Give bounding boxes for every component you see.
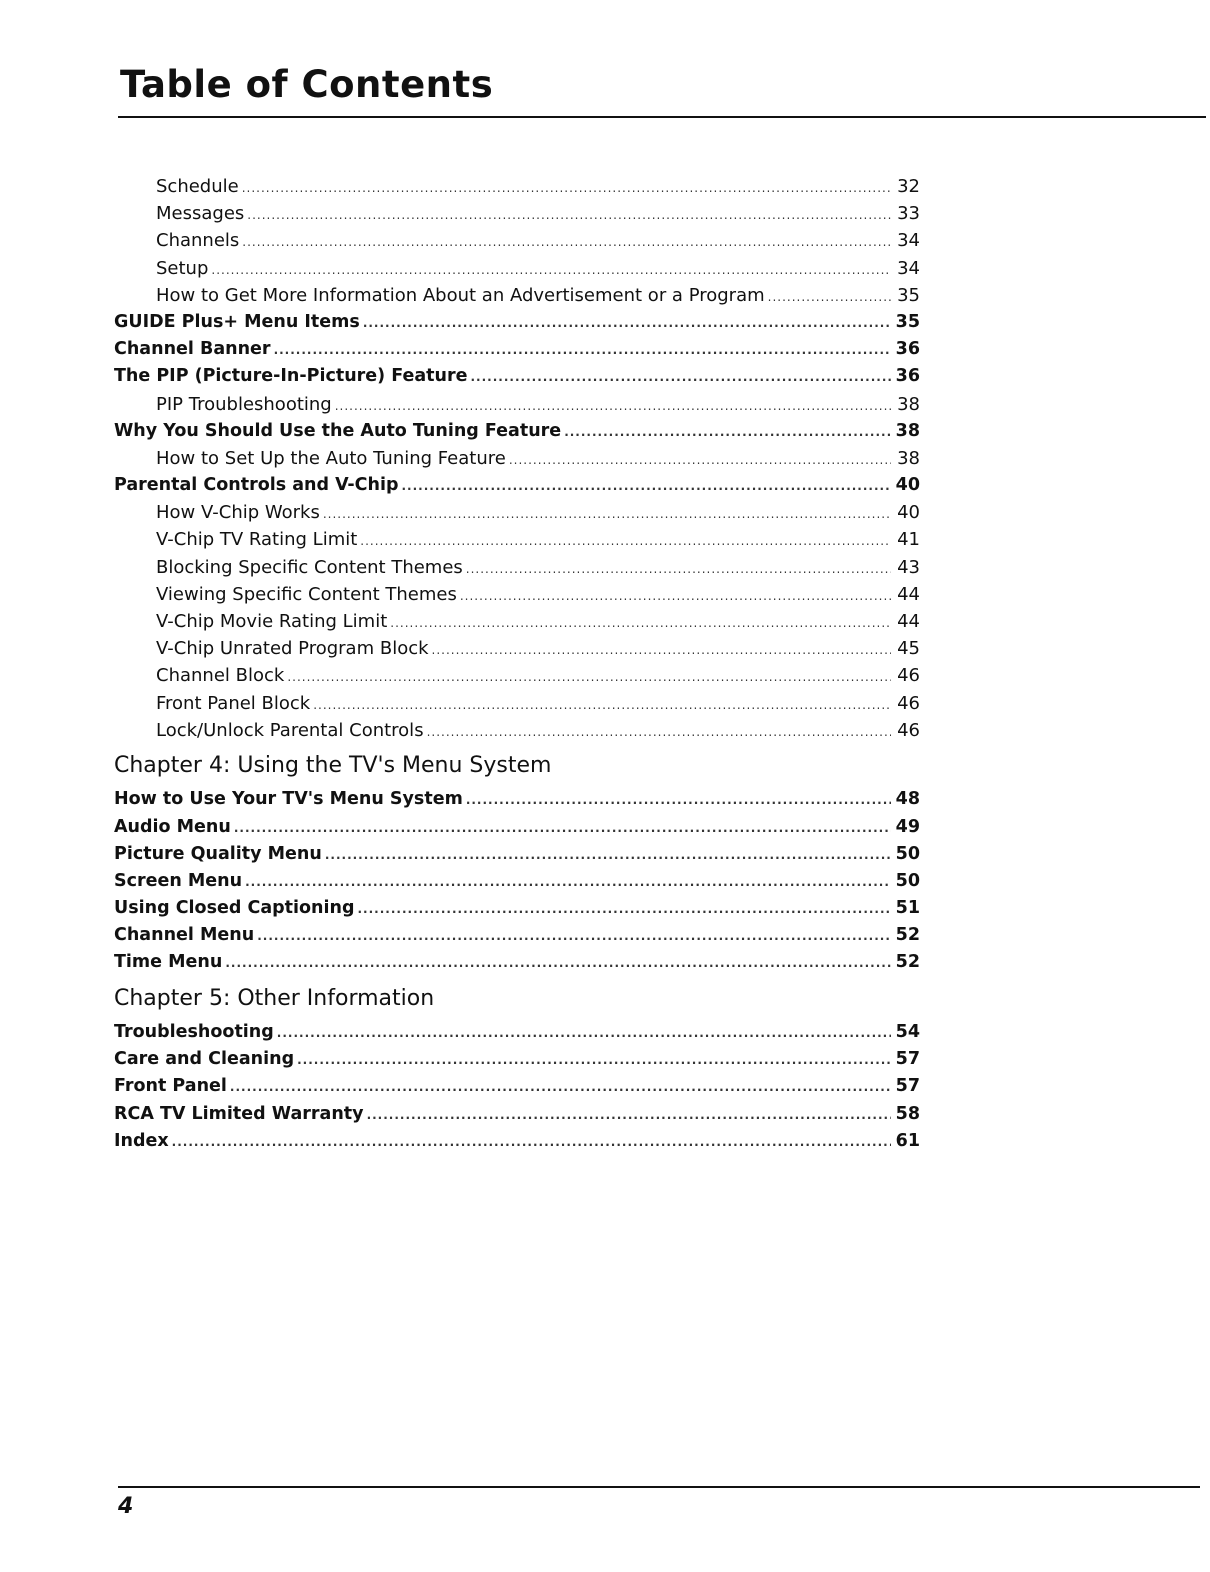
- dot-leader: [323, 507, 891, 521]
- dot-leader: [297, 1053, 891, 1067]
- toc-entry[interactable]: [114, 339, 924, 366]
- toc-entry[interactable]: [114, 502, 924, 529]
- toc-entry[interactable]: [114, 817, 924, 844]
- toc-entry-page: 38: [897, 447, 920, 469]
- dot-leader: [363, 316, 891, 330]
- toc-entry[interactable]: [114, 366, 924, 393]
- toc-entry-page: 43: [897, 556, 920, 578]
- toc-entry-page: 54: [895, 1022, 920, 1043]
- toc-entry-label: Front Panel: [114, 1076, 227, 1097]
- dot-leader: [768, 290, 891, 304]
- toc-entry[interactable]: [114, 421, 924, 448]
- toc-entry-page: 49: [895, 816, 920, 837]
- toc-entry[interactable]: [114, 529, 924, 556]
- dot-leader: [230, 1080, 891, 1094]
- toc-entry-page: 33: [897, 203, 920, 225]
- dot-leader: [313, 698, 891, 712]
- toc-entry-page: 36: [895, 366, 920, 387]
- toc-entry-label: Picture Quality Menu: [114, 843, 322, 864]
- dot-leader: [287, 670, 891, 684]
- dot-leader: [357, 902, 891, 916]
- toc-entry-page: 58: [895, 1103, 920, 1124]
- dot-leader: [466, 793, 891, 807]
- toc-entry[interactable]: [114, 1131, 924, 1158]
- footer-divider: [118, 1486, 1200, 1488]
- toc-entry-page: 32: [897, 176, 920, 197]
- toc-entry[interactable]: [114, 844, 924, 871]
- toc-entry-label: Care and Cleaning: [114, 1049, 295, 1070]
- toc-entry[interactable]: [114, 1049, 924, 1076]
- toc-entry-page: 61: [895, 1130, 920, 1151]
- toc-entry[interactable]: [114, 871, 924, 898]
- toc-entry[interactable]: [114, 898, 924, 925]
- toc-entry-label: V-Chip TV Rating Limit: [156, 529, 358, 551]
- toc-entry-label: How to Get More Information About an Advertisement or a Program: [156, 284, 765, 306]
- dot-leader: [509, 453, 891, 467]
- dot-leader: [427, 725, 891, 739]
- toc-entry-page: 46: [897, 665, 920, 687]
- toc-entry-page: 57: [895, 1076, 920, 1097]
- toc-entry-label: Setup: [156, 257, 209, 279]
- dot-leader: [390, 616, 891, 630]
- toc-entry-label: Blocking Specific Content Themes: [156, 556, 463, 578]
- toc-entry-label: Troubleshooting: [114, 1022, 274, 1043]
- toc-entry-label: The PIP (Picture-In-Picture) Feature: [114, 366, 468, 387]
- toc-entry-page: 44: [897, 583, 920, 605]
- toc-entry-label: V-Chip Movie Rating Limit: [156, 611, 388, 632]
- dot-leader: [211, 263, 891, 277]
- toc-entry-label: Front Panel Block: [156, 692, 311, 714]
- toc-entry[interactable]: [114, 925, 924, 952]
- page-number: 4: [118, 1494, 134, 1519]
- toc-entry[interactable]: [114, 952, 924, 979]
- toc-entry[interactable]: [114, 720, 924, 747]
- chapter-heading: Chapter 4: Using the TV's Menu System: [114, 752, 552, 778]
- toc-entry-page: 44: [897, 611, 920, 632]
- dot-leader: [432, 643, 891, 657]
- dot-leader: [466, 562, 891, 576]
- toc-entry-page: 52: [895, 952, 920, 973]
- page-title: Table of Contents: [120, 63, 494, 106]
- dot-leader: [247, 208, 891, 222]
- title-divider: [118, 116, 1206, 118]
- dot-leader: [257, 929, 891, 943]
- toc-entry-page: 38: [897, 393, 920, 415]
- dot-leader: [242, 235, 891, 249]
- table-of-contents: [114, 176, 924, 1158]
- toc-entry-label: Why You Should Use the Auto Tuning Feature: [114, 420, 562, 441]
- toc-entry[interactable]: [114, 584, 924, 611]
- toc-entry-label: Using Closed Captioning: [114, 898, 355, 919]
- toc-entry-label: PIP Troubleshooting: [156, 393, 332, 415]
- toc-entry-page: 35: [895, 311, 920, 332]
- toc-entry-page: 34: [897, 257, 920, 279]
- toc-entry-page: 50: [895, 843, 920, 864]
- toc-entry-label: Schedule: [156, 176, 239, 197]
- toc-entry-label: Screen Menu: [114, 870, 243, 891]
- toc-entry-page: 40: [895, 475, 920, 496]
- toc-entry-page: 40: [897, 502, 920, 524]
- dot-leader: [245, 875, 891, 889]
- toc-entry-label: Channel Banner: [114, 339, 271, 360]
- dot-leader: [242, 181, 891, 195]
- toc-entry[interactable]: [114, 176, 924, 203]
- toc-entry-page: 51: [895, 898, 920, 919]
- dot-leader: [172, 1135, 891, 1149]
- dot-leader: [564, 425, 891, 439]
- toc-entry[interactable]: [114, 448, 924, 475]
- toc-entry-label: Lock/Unlock Parental Controls: [156, 719, 424, 741]
- toc-entry[interactable]: [114, 475, 924, 502]
- dot-leader: [277, 1026, 891, 1040]
- toc-entry-label: Messages: [156, 203, 245, 225]
- toc-entry[interactable]: [114, 557, 924, 584]
- dot-leader: [274, 343, 891, 357]
- dot-leader: [234, 821, 891, 835]
- toc-entry[interactable]: [114, 665, 924, 692]
- dot-leader: [402, 479, 892, 493]
- toc-entry-label: Viewing Specific Content Themes: [156, 583, 457, 605]
- toc-entry-label: How V-Chip Works: [156, 502, 320, 524]
- toc-entry-label: Channel Menu: [114, 925, 255, 946]
- toc-entry-page: 34: [897, 230, 920, 252]
- toc-entry-label: Audio Menu: [114, 816, 231, 837]
- toc-entry[interactable]: [114, 693, 924, 720]
- toc-entry[interactable]: [114, 312, 924, 339]
- toc-entry[interactable]: [114, 394, 924, 421]
- toc-entry[interactable]: [114, 1104, 924, 1131]
- toc-entry[interactable]: [114, 258, 924, 285]
- toc-entry-label: How to Use Your TV's Menu System: [114, 789, 463, 810]
- toc-entry-label: Index: [114, 1130, 169, 1151]
- dot-leader: [225, 956, 891, 970]
- toc-entry[interactable]: [114, 789, 924, 816]
- toc-entry-page: 35: [897, 284, 920, 306]
- toc-entry-page: 38: [895, 420, 920, 441]
- toc-entry-label: Channels: [156, 230, 240, 252]
- toc-entry-page: 57: [895, 1049, 920, 1070]
- dot-leader: [360, 534, 891, 548]
- toc-entry-page: 41: [897, 529, 920, 551]
- toc-entry-page: 52: [895, 925, 920, 946]
- toc-entry-page: 48: [895, 789, 920, 810]
- toc-entry[interactable]: [114, 230, 924, 257]
- toc-entry-label: How to Set Up the Auto Tuning Feature: [156, 447, 506, 469]
- toc-entry[interactable]: [114, 638, 924, 665]
- toc-entry[interactable]: [114, 203, 924, 230]
- chapter-heading: Chapter 5: Other Information: [114, 985, 435, 1011]
- dot-leader: [460, 589, 891, 603]
- toc-entry-label: RCA TV Limited Warranty: [114, 1103, 364, 1124]
- toc-entry-label: V-Chip Unrated Program Block: [156, 638, 429, 660]
- toc-entry[interactable]: [114, 1022, 924, 1049]
- toc-entry-label: Time Menu: [114, 952, 223, 973]
- toc-entry-label: GUIDE Plus+ Menu Items: [114, 311, 360, 332]
- toc-entry-page: 46: [897, 719, 920, 741]
- dot-leader: [367, 1108, 891, 1122]
- toc-entry[interactable]: [114, 1076, 924, 1103]
- toc-entry[interactable]: [114, 611, 924, 638]
- toc-entry-page: 46: [897, 692, 920, 714]
- toc-entry-page: 36: [895, 339, 920, 360]
- toc-entry-label: Parental Controls and V-Chip: [114, 475, 399, 496]
- dot-leader: [325, 848, 891, 862]
- toc-entry-label: Channel Block: [156, 665, 285, 687]
- dot-leader: [335, 399, 891, 413]
- toc-entry[interactable]: [114, 285, 924, 312]
- dot-leader: [471, 370, 892, 384]
- toc-entry-page: 45: [897, 638, 920, 660]
- toc-entry-page: 50: [895, 870, 920, 891]
